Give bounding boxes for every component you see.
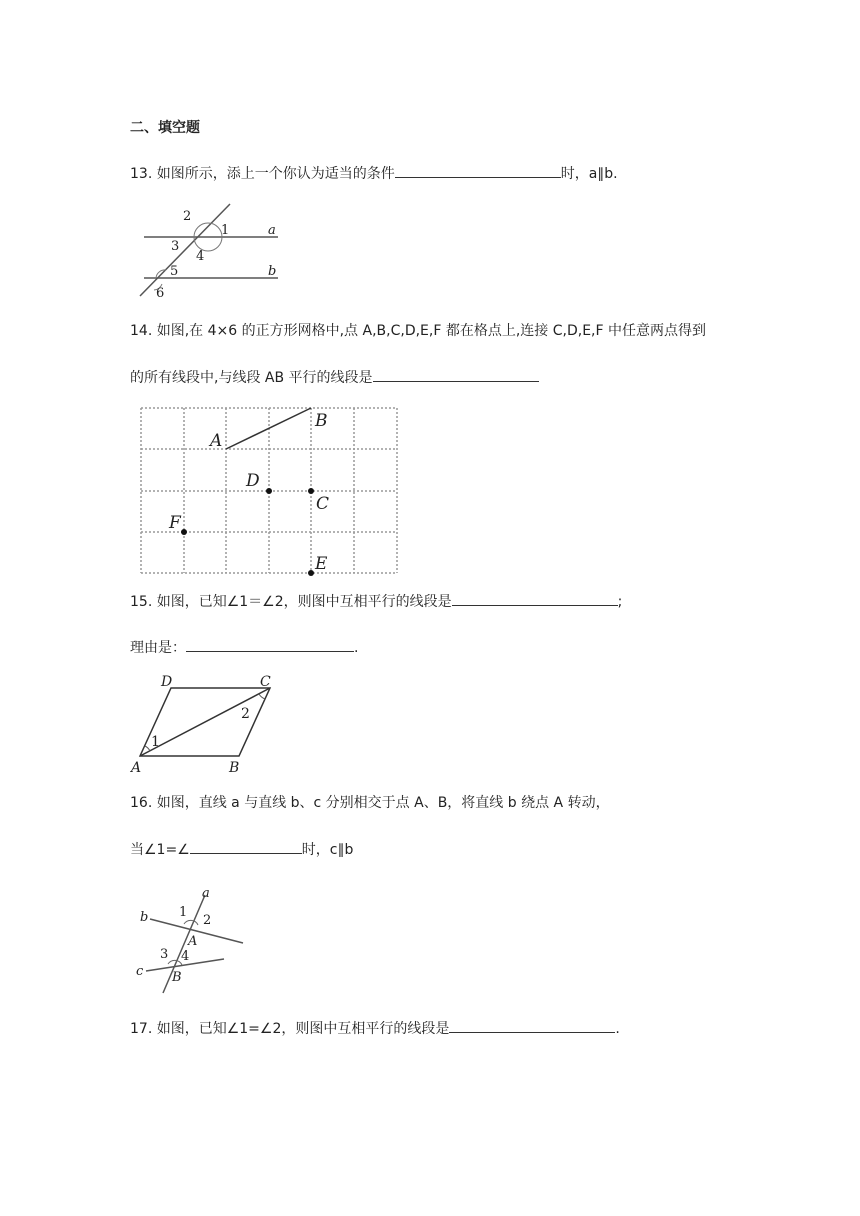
q14-text: 的所有线段中,与线段 AB 平行的线段是 [130,370,373,386]
q13-figure [138,202,288,302]
q17-text-after: . [615,1021,620,1037]
q14-label-E: E [315,554,328,574]
q17-text: 17. 如图，已知∠1=∠2，则图中互相平行的线段是 [130,1021,450,1037]
q16-label-B: B [172,970,182,985]
q15-label-1: 1 [151,734,160,750]
q14-label-F: F [169,513,181,533]
q13-label-b: b [268,264,277,279]
q15-answer-blank[interactable] [452,591,618,606]
q13-label-1: 1 [221,223,230,238]
q17-answer-blank[interactable] [449,1018,615,1033]
q16-label-1: 1 [179,905,188,920]
q13-text-after: 时，a∥b. [560,166,618,182]
q15-text-after: ; [617,594,623,610]
q15-reason-label: 理由是： [130,640,186,656]
q16-label-A: A [188,934,198,949]
q15-text: 15. 如图，已知∠1＝∠2，则图中互相平行的线段是 [130,594,452,610]
section-heading: 二、填空题 [130,120,200,136]
q14-label-D: D [246,471,260,491]
q14-label-C: C [316,494,330,514]
q14-label-A: A [210,431,223,451]
q13-label-3: 3 [171,239,180,254]
q15-label-B: B [229,760,240,776]
question-15-reason [130,637,358,658]
q15-reason-blank[interactable] [186,637,354,652]
question-14-line-1: 14. 如图,在 4×6 的正方形网格中,点 A,B,C,D,E,F 都在格点上,连接 C,D,E,F 中任意两点得到 [130,323,707,339]
q13-text: 13. 如图所示，添上一个你认为适当的条件 [130,166,395,182]
q16-figure [132,885,252,995]
q15-reason-after: . [354,640,359,656]
q14-answer-blank[interactable] [373,367,539,382]
q16-label-b: b [140,910,149,925]
q15-label-D: D [161,674,173,690]
q16-label-3: 3 [160,947,169,962]
q14-label-B: B [315,411,328,431]
q13-label-6: 6 [156,286,165,301]
question-15 [130,591,622,612]
question-16-line-1: 16. 如图，直线 a 与直线 b、c 分别相交于点 A、B，将直线 b 绕点 A 转动， [130,795,610,811]
q15-label-2: 2 [241,706,250,722]
q16-text: 当∠1=∠ [130,842,190,858]
q16-label-4: 4 [181,949,190,964]
q16-text-after: 时，c∥b [301,842,354,858]
question-14-line-2 [130,367,539,388]
q13-label-5: 5 [170,264,179,279]
q13-label-2: 2 [183,209,192,224]
q16-label-a: a [202,886,210,901]
q16-label-c: c [136,964,144,979]
q14-grid-figure [138,405,403,577]
q16-answer-blank[interactable] [190,839,302,854]
question-13 [130,163,618,184]
question-16-line-2 [130,839,353,860]
q16-label-2: 2 [203,913,212,928]
question-17 [130,1018,620,1039]
q13-label-4: 4 [196,249,205,264]
q15-parallelogram-figure [128,670,278,776]
q13-label-a: a [268,223,276,238]
q15-label-C: C [260,674,271,690]
q15-label-A: A [131,760,142,776]
q13-answer-blank[interactable] [395,163,561,178]
